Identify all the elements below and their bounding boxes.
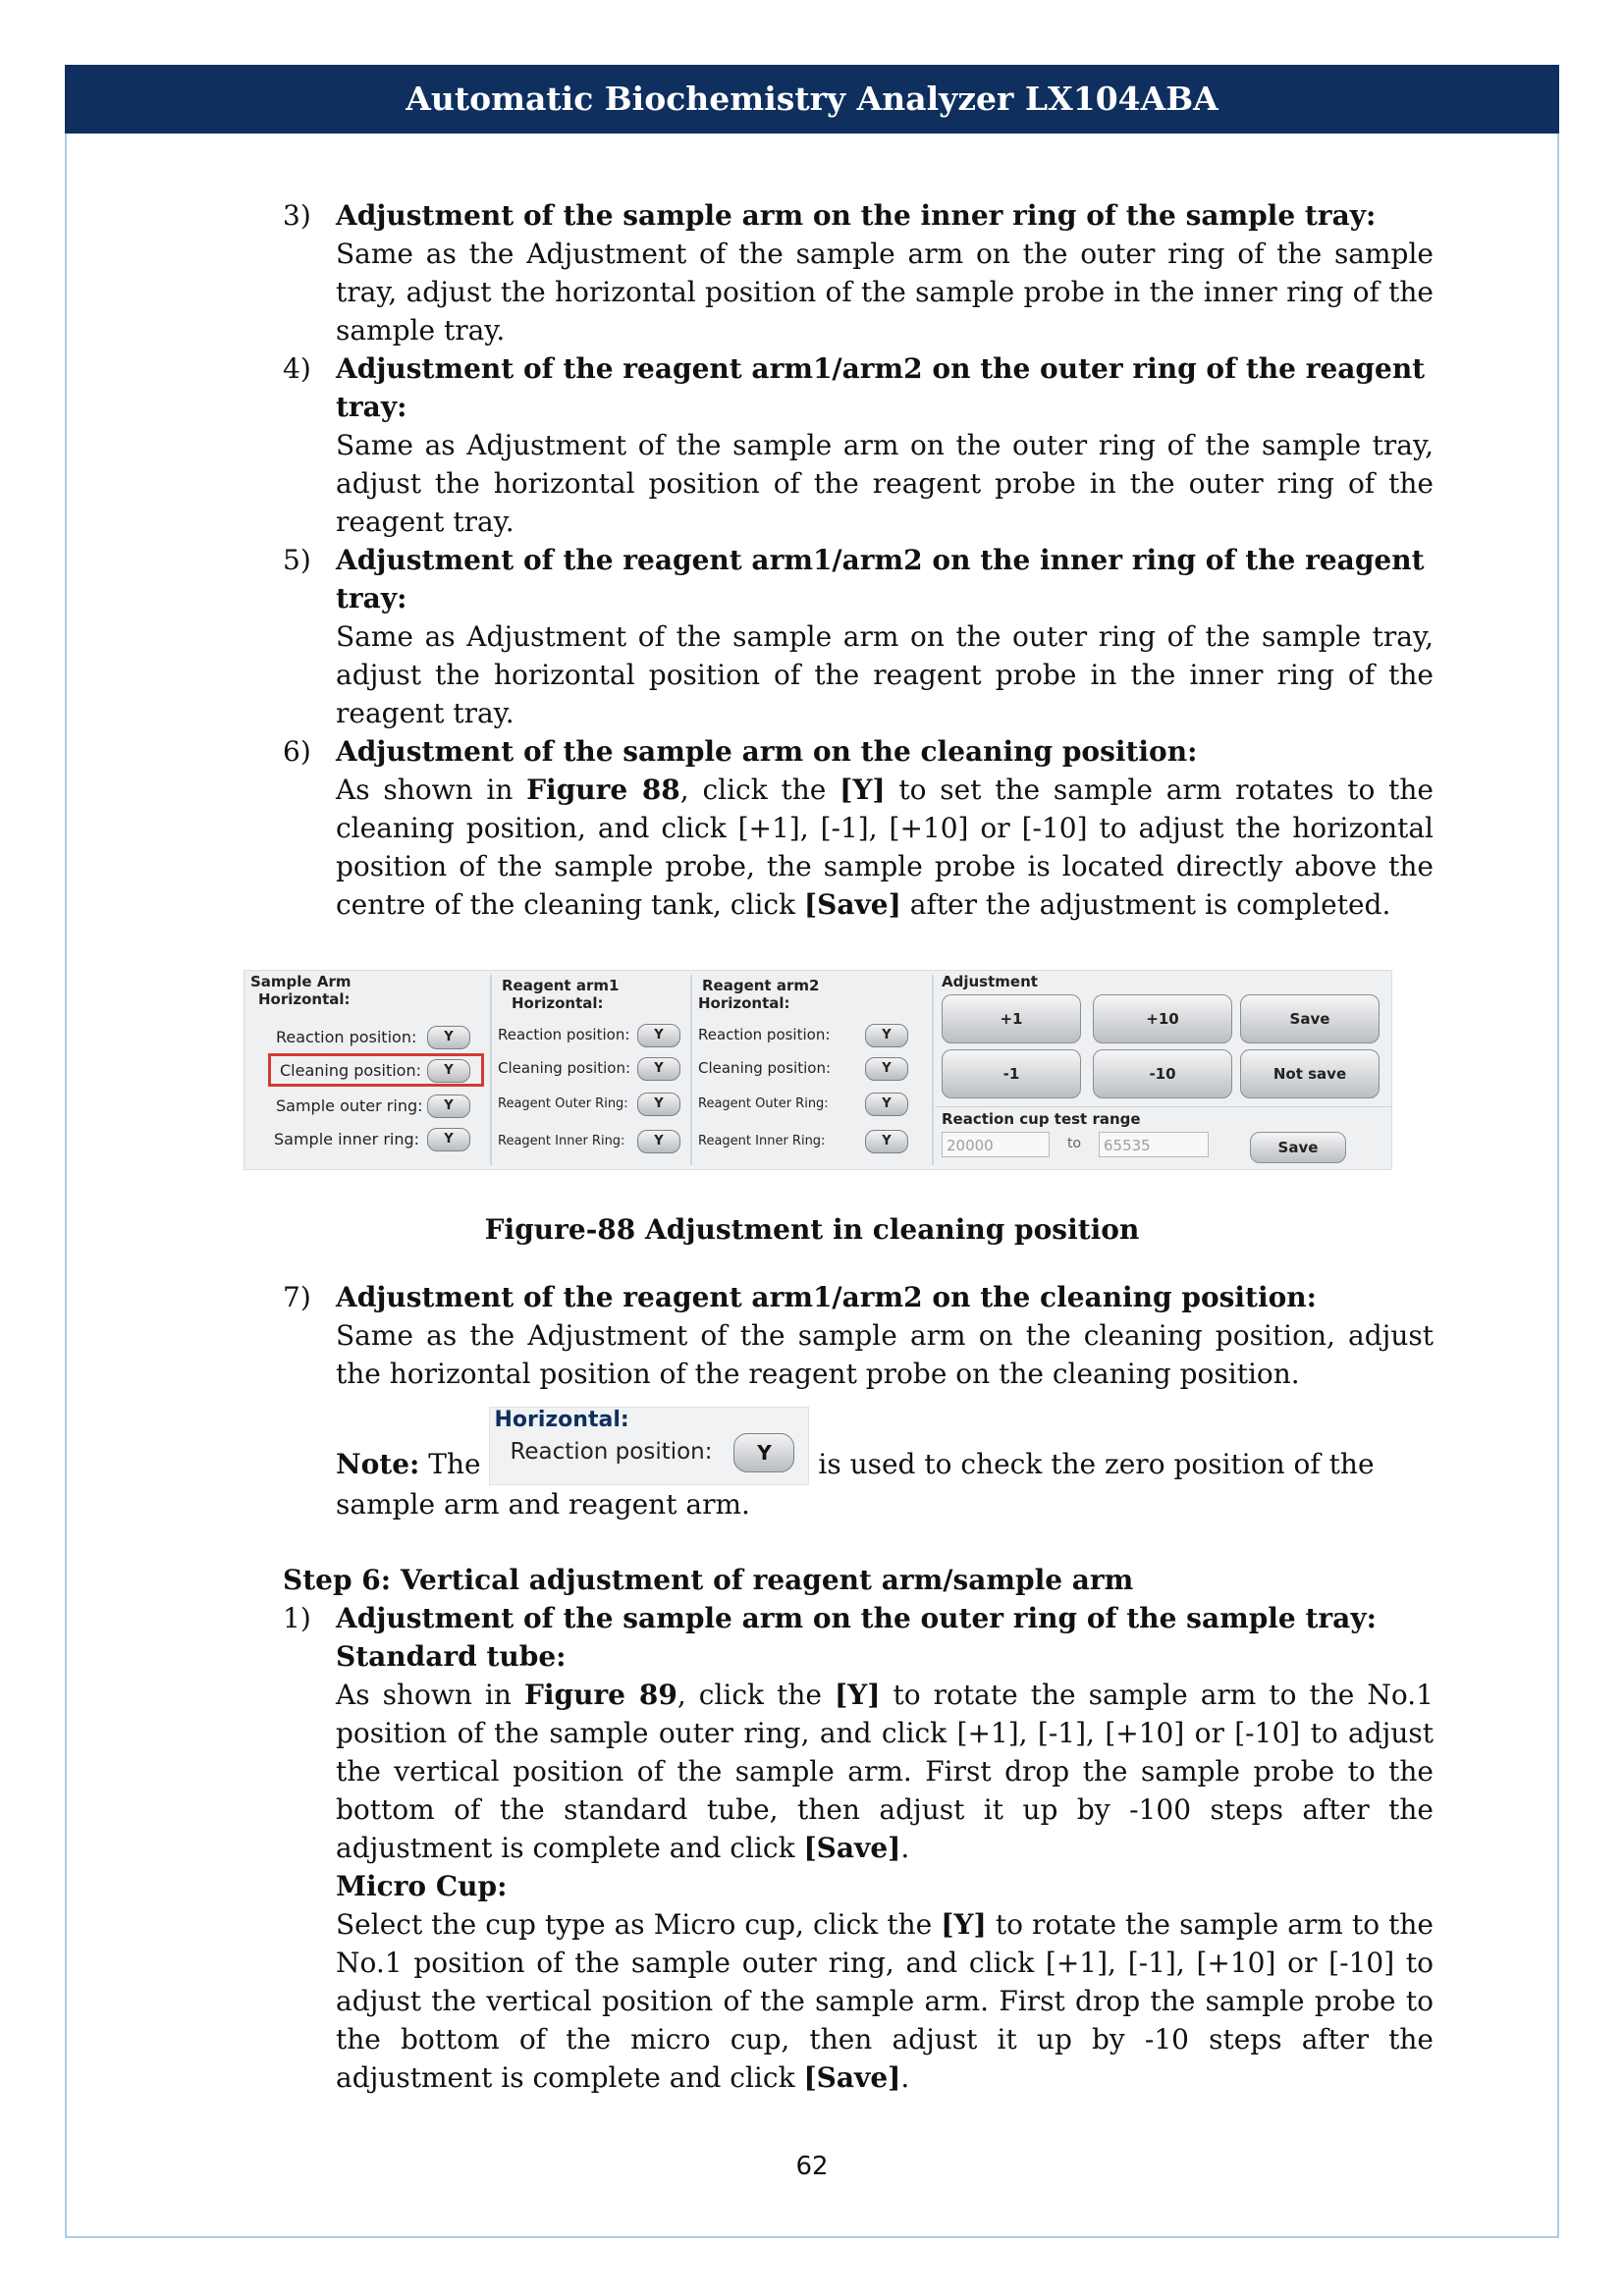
item-number: 1)	[283, 1602, 311, 1634]
sample-arm-panel	[244, 971, 490, 1169]
figure-88-screenshot	[244, 970, 1392, 1170]
range-to-input[interactable]: 65535	[1099, 1132, 1209, 1157]
item-number: 7)	[283, 1281, 311, 1313]
y-ref: [Y]	[941, 1908, 987, 1941]
plus-10-button[interactable]: +10	[1093, 994, 1232, 1043]
body-text: Select the cup type as Micro cup, click the	[336, 1908, 942, 1941]
item-number: 5)	[283, 544, 311, 576]
divider	[932, 975, 934, 1165]
item-body: Same as the Adjustment of the sample arm on the cleaning position, adjust the horizontal position of the reagent probe on the cleaning position.	[336, 1319, 1434, 1390]
row-label: Cleaning position:	[280, 1061, 421, 1080]
minus-10-button[interactable]: -10	[1093, 1049, 1232, 1098]
y-button[interactable]: Y	[733, 1433, 794, 1472]
sample-arm-horizontal: Horizontal:	[258, 990, 351, 1008]
y-button[interactable]: Y	[427, 1026, 470, 1049]
item-body: Same as Adjustment of the sample arm on the outer ring of the sample tray, adjust the horizontal position of the reagent probe in the inner ring of the reagent tray.	[336, 620, 1434, 729]
upper-content	[283, 196, 1434, 924]
row-label: Reagent Inner Ring:	[498, 1134, 625, 1148]
page-number: 62	[795, 2152, 829, 2181]
range-to-label: to	[1067, 1136, 1082, 1151]
y-button[interactable]: Y	[427, 1059, 470, 1083]
snippet-row: Reaction position:	[510, 1439, 713, 1465]
reagent-arm1-panel	[492, 971, 688, 1169]
item-body: Same as the Adjustment of the sample arm on the outer ring of the sample tray, adjust the horizontal position of the sample probe in the inner ring of the sample tray.	[336, 238, 1434, 347]
list-item-4	[283, 349, 1434, 541]
adjustment-panel	[936, 971, 1391, 1169]
y-button[interactable]: Y	[427, 1095, 470, 1118]
row-label: Reagent Inner Ring:	[698, 1134, 826, 1148]
list-item-7	[283, 1278, 1434, 1523]
item-title: Adjustment of the reagent arm1/arm2 on the cleaning position:	[336, 1281, 1317, 1313]
y-button[interactable]: Y	[637, 1024, 680, 1047]
item-number: 3)	[283, 199, 311, 232]
y-button[interactable]: Y	[637, 1057, 680, 1081]
reagent-arm2-horizontal: Horizontal:	[698, 994, 790, 1012]
reagent-arm2-panel	[692, 971, 898, 1169]
y-button[interactable]: Y	[865, 1024, 908, 1047]
list-item-6	[283, 732, 1434, 924]
item-number: 4)	[283, 352, 311, 385]
row-label: Reaction position:	[698, 1026, 831, 1043]
item-title: Adjustment of the sample arm on the outer ring of the sample tray:	[336, 1602, 1377, 1634]
standard-tube-heading: Standard tube:	[336, 1640, 567, 1673]
plus-1-button[interactable]: +1	[942, 994, 1081, 1043]
row-label: Reaction position:	[498, 1026, 630, 1043]
row-label: Cleaning position:	[698, 1059, 831, 1077]
body-text: As shown in	[336, 774, 527, 806]
divider	[936, 1106, 1391, 1107]
save-button[interactable]: Save	[1240, 994, 1380, 1043]
note-post: is used to check the zero position of the sample arm and reagent arm.	[336, 1448, 1375, 1521]
lower-content	[283, 1278, 1434, 2097]
micro-cup-heading: Micro Cup:	[336, 1870, 508, 1902]
minus-1-button[interactable]: -1	[942, 1049, 1081, 1098]
item-title: Adjustment of the reagent arm1/arm2 on the inner ring of the reagent tray:	[336, 544, 1425, 614]
body-text: after the adjustment is completed.	[900, 888, 1391, 921]
item-title: Adjustment of the sample arm on the inner ring of the sample tray:	[336, 199, 1377, 232]
y-ref: [Y]	[839, 774, 886, 806]
save-ref: [Save]	[803, 1832, 901, 1864]
header-title: Automatic Biochemistry Analyzer LX104ABA	[406, 80, 1218, 118]
y-button[interactable]: Y	[865, 1057, 908, 1081]
item-title: Adjustment of the reagent arm1/arm2 on the outer ring of the reagent tray:	[336, 352, 1426, 423]
body-text: .	[900, 1832, 910, 1864]
adjustment-title: Adjustment	[942, 973, 1038, 990]
save-ref: [Save]	[803, 888, 901, 921]
y-button[interactable]: Y	[865, 1093, 908, 1116]
reaction-position-snippet	[489, 1407, 809, 1485]
body-text: .	[900, 2061, 910, 2094]
page-header	[65, 65, 1559, 133]
list-item-3	[283, 196, 1434, 349]
row-label: Sample outer ring:	[276, 1096, 423, 1115]
figure-caption: Figure-88 Adjustment in cleaning position	[484, 1213, 1140, 1246]
y-button[interactable]: Y	[637, 1130, 680, 1153]
body-text: to rotate the sample arm to the No.1 position of the sample outer ring, and click [+1], [-1], [+10] or [-10] to adjust the vertical position of the sample arm. First drop the sample probe to the bottom of the micro cup, then adjust it up by -10 steps after the adjustment is complete and click	[336, 1908, 1434, 2094]
sample-arm-title: Sample Arm	[250, 973, 352, 990]
reagent-arm1-horizontal: Horizontal:	[512, 994, 604, 1012]
step-6-item-1	[283, 1599, 1434, 2097]
reagent-arm1-title: Reagent arm1	[502, 977, 620, 994]
row-label: Sample inner ring:	[274, 1130, 420, 1148]
row-label: Reagent Outer Ring:	[498, 1096, 628, 1111]
note-paragraph	[336, 1407, 1434, 1523]
item-title: Adjustment of the sample arm on the cleaning position:	[336, 735, 1198, 768]
body-text: to set the sample arm rotates to the cleaning position, and click [+1], [-1], [+10] or [-10] to adjust the horizontal position of the sample probe, the sample probe is located directly above the centre of the cleaning tank, click	[336, 774, 1434, 921]
body-text: to rotate the sample arm to the No.1 position of the sample outer ring, and click [+1], [-1], [+10] or [-10] to adjust the vertical position of the sample arm. First drop the sample probe to the bottom of the standard tube, then adjust it up by -100 steps after the adjustment is complete and click	[336, 1679, 1434, 1864]
body-text: , click the	[677, 1679, 835, 1711]
not-save-button[interactable]: Not save	[1240, 1049, 1380, 1098]
row-label: Reaction position:	[276, 1028, 417, 1046]
y-button[interactable]: Y	[427, 1128, 470, 1151]
item-body: Same as Adjustment of the sample arm on the outer ring of the sample tray, adjust the horizontal position of the reagent probe in the outer ring of the reagent tray.	[336, 429, 1434, 538]
highlight-box	[268, 1053, 484, 1087]
reagent-arm2-title: Reagent arm2	[702, 977, 820, 994]
range-from-input[interactable]: 20000	[942, 1132, 1050, 1157]
figure-ref: Figure 89	[523, 1679, 677, 1711]
note-pre: The	[428, 1448, 481, 1480]
body-text: , click the	[679, 774, 840, 806]
figure-ref: Figure 88	[526, 774, 680, 806]
snippet-title: Horizontal:	[494, 1408, 629, 1432]
range-title: Reaction cup test range	[942, 1110, 1141, 1128]
item-number: 6)	[283, 735, 311, 768]
list-item-5	[283, 541, 1434, 732]
save-ref: [Save]	[803, 2061, 901, 2094]
y-button[interactable]: Y	[865, 1130, 908, 1153]
note-label: Note:	[336, 1448, 420, 1480]
row-label: Reagent Outer Ring:	[698, 1096, 829, 1111]
item-body	[336, 771, 1434, 924]
y-ref: [Y]	[834, 1679, 881, 1711]
micro-cup-body	[336, 1905, 1434, 2097]
row-label: Cleaning position:	[498, 1059, 630, 1077]
step-6-heading: Step 6: Vertical adjustment of reagent arm/sample arm	[283, 1564, 1134, 1596]
range-save-button[interactable]: Save	[1250, 1132, 1346, 1163]
body-text: As shown in	[336, 1679, 524, 1711]
standard-tube-body	[336, 1676, 1434, 1867]
y-button[interactable]: Y	[637, 1093, 680, 1116]
